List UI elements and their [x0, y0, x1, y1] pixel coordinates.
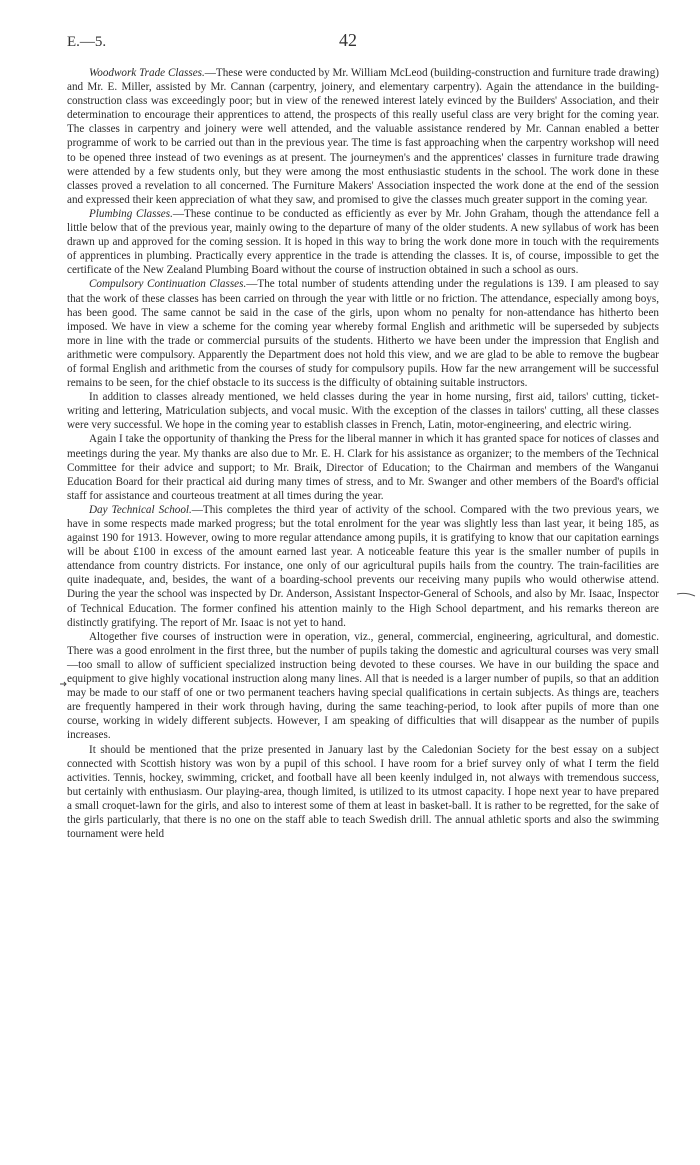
- paragraph-woodwork: [67, 66, 659, 207]
- margin-arrow-icon: [60, 681, 68, 687]
- heading-woodwork: Woodwork Trade Classes.: [89, 67, 205, 79]
- heading-plumbing: Plumbing Classes.: [89, 207, 173, 220]
- text-compulsory: —The total number of students attending under the regulations is 139. I am pleased to say that the work of these classes has been carried on through the year with little or no friction. The attendance, especially among boys, has been good. The same cannot be said in the case of the girls, upon whom no penalty for non-attendance has hitherto been imposed. We have in view a scheme for the coming year whereby formal English and arithmetic will be superseded by subjects more in line with the trade or commercial pursuits of the students. Hitherto we have been under the impression that English and arithmetic were compulsory. Apparently the Department does not hold this view, and we are glad to be able to remove the bugbear of formal English and arithmetic from the courses of study for compulsory pupils. How far the new arrangement will be successful remains to be seen, for the chief obstacle to its success is the difficulty of obtaining suitable instructors.: [67, 278, 659, 390]
- heading-compulsory: Compulsory Continuation Classes.: [89, 278, 247, 291]
- text-day-school: —This completes the third year of activity of the school. Compared with the two previous years, we have in some respects made marked progress; but the total enrolment for the year was slightly less than last year, it being 185, as against 190 for 1913. However, owing to more regular attendance among pupils, it is gratifying to know that our capitation earnings will be about £100 in excess of the amount earned last year. A noticeable feature this year is the smaller number of pupils in attendance from country districts. For instance, one only of our agricultural pupils hails from the country. The train-facilities are quite inadequate, and, besides, the want of a boarding-school prevents our receiving many pupils who would otherwise attend. During the year the school was inspected by Dr. Anderson, Assistant Inspector-General of Schools, and also by Mr. Isaac, Inspector of Technical Education. The former confined his attention mainly to the High School department, and his remarks thereon are distinctly gratifying. The report of Mr. Isaac is not yet to hand.: [67, 503, 659, 629]
- paragraph-plumbing: [67, 207, 659, 277]
- margin-mark: [676, 590, 696, 600]
- text-courses: Altogether five courses of instruction were in operation, viz., general, commercial, engineering, agricultural, and domestic. There was a good enrolment in the first three, but the number of pupils taking the domestic and agricultural courses was very small—too small to allow of sufficient specialized instruction being devoted to these courses. We have in our building the space and equipment to give highly vocational instruction along many lines. All that is needed is a larger number of pupils, so that an addition may be made to our staff of one or two permanent teachers having special qualifications in certain subjects. As things are, teachers are frequently hampered in their work through having, during the same teaching-period, to look after pupils of more than one course, working in widely different subjects. However, I am speaking of difficulties that will disappear as the number of pupils increases.: [67, 630, 659, 742]
- text-plumbing: —These continue to be conducted as efficiently as ever by Mr. John Graham, though the attendance fell a little below that of the previous year, mainly owing to the departure of many of the older students. A new syllabus of work has been drawn up and approved for the coming session. It is hoped in this way to bring the work done more in touch with the requirements of apprentices in plumbing. Practically every apprentice in the trade is attending the classes. It is, of course, impossible to get the certificate of the New Zealand Plumbing Board without the course of instruction obtained in such a school as ours.: [67, 207, 659, 277]
- text-other-classes: In addition to classes already mentioned, we held classes during the year in home nursing, first aid, tailors' cutting, ticket-writing and lettering, Matriculation subjects, and vocal music. With the exception of the classes in tailors' cutting, all these classes were very successful. We hope in the coming year to establish classes in French, Latin, motor-engineering, and electric wiring.: [67, 391, 659, 432]
- page-header: [67, 30, 657, 54]
- paragraph-day-school: [67, 503, 659, 630]
- text-woodwork: —These were conducted by Mr. William McLeod (building-construction and furniture trade drawing) and Mr. E. Miller, assisted by Mr. Cannan (carpentry, joinery, and elementary carpentry). Again the attendance in the building-construction class was exceedingly poor; but in view of the renewed interest lately evinced by the Builders' Association, and their determination to encourage their apprentices to attend, the prospects of this really useful class are very bright for the coming year. The classes in carpentry and joinery were well attended, and the valuable assistance rendered by Mr. Cannan enabled a better programme of work to be carried out than in the previous year. The time is fast approaching when the carpentry workshop will need to be opened three instead of two evenings as at present. The journeymen's and the apprentices' classes in furniture trade drawing were attended by a few students only, but they were among the most enthusiastic students in the school. The work done in these classes proved a revelation to all concerned. The Furniture Makers' Association inspected the work done at the end of the session and expressed their keen appreciation of what they saw, and promised to give the classes much greater support in the coming year.: [67, 67, 659, 206]
- paragraph-courses: [67, 630, 659, 743]
- paragraph-thanks: [67, 432, 659, 502]
- body-text: [67, 66, 659, 841]
- heading-day-school: Day Technical School.: [89, 503, 192, 516]
- paragraph-other-classes: [67, 390, 659, 432]
- paragraph-activities: [67, 743, 659, 842]
- text-thanks: Again I take the opportunity of thanking the Press for the liberal manner in which it has granted space for notices of classes and meetings during the year. My thanks are also due to Mr. E. H. Clark for his assistance as organizer; to the members of the Technical Committee for their advice and support; to Mr. Braik, Director of Education; to the Chairman and members of the Wanganui Education Board for their practical aid during many times of stress, and to Mr. Swanger and other members of the Board's official staff for assistance and courteous treatment at all times during the year.: [67, 433, 659, 502]
- page-number: 42: [339, 30, 357, 50]
- report-reference: E.—5.: [67, 34, 107, 50]
- paragraph-compulsory: [67, 277, 659, 390]
- text-activities: It should be mentioned that the prize presented in January last by the Caledonian Society for the best essay on a subject connected with Scottish history was won by a pupil of this school. I have room for a brief survey only of what I term the field activities. Tennis, hockey, swimming, cricket, and football have all been keenly indulged in, not always with tremendous success, but certainly with enthusiasm. Our playing-area, though limited, is utilized to its utmost capacity. I hope next year to have prepared a small croquet-lawn for the girls, and also to interest some of them at least in basket-ball. It is rather to be regretted, for the sake of the girls particularly, that there is no one on the staff able to teach Swedish drill. The annual athletic sports and also the swimming tournament were held: [67, 743, 659, 841]
